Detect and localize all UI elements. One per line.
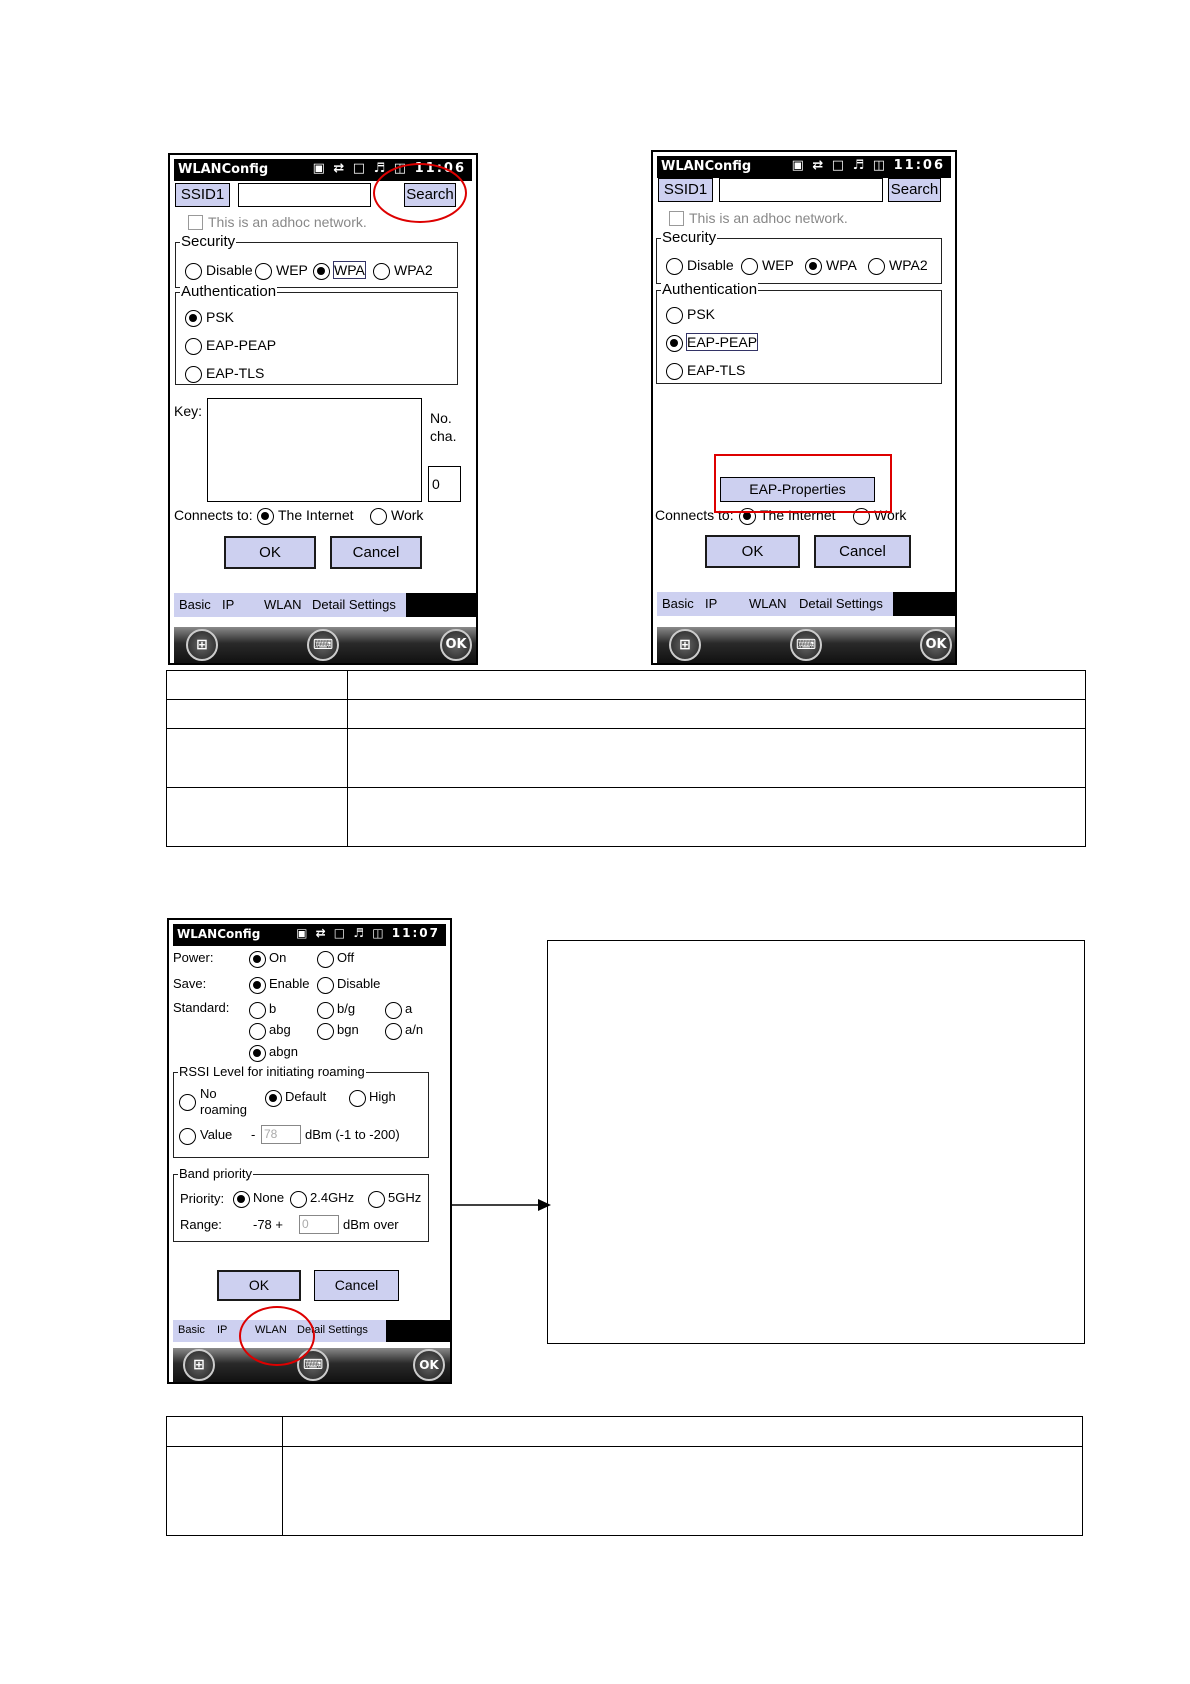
security-wep-label: WEP (762, 257, 794, 273)
authentication-legend: Authentication (662, 281, 758, 298)
rssi-value-label: Value (200, 1127, 233, 1142)
table-cell (167, 729, 348, 788)
search-button[interactable]: Search (404, 183, 456, 207)
keyboard-icon[interactable]: ⌨ (307, 629, 339, 661)
rssi-minus-sign: - (251, 1127, 256, 1142)
connects-work-label: Work (391, 507, 424, 523)
connects-internet-label: The Internet (760, 507, 836, 523)
security-wpa-label: WPA (334, 262, 365, 278)
wlanconfig-screen-basic-psk (168, 153, 478, 665)
tab-wlan[interactable]: WLAN (264, 597, 302, 612)
tab-wlan[interactable]: WLAN (749, 596, 787, 611)
save-disable-label: Disable (337, 976, 381, 991)
adhoc-checkbox[interactable] (669, 211, 684, 226)
priority-24ghz-radio[interactable] (290, 1191, 307, 1208)
power-on-radio[interactable] (249, 951, 266, 968)
standard-an-label: a/n (405, 1022, 424, 1037)
auth-eap-tls-label: EAP-TLS (206, 365, 265, 381)
authentication-legend: Authentication (181, 283, 277, 300)
taskbar-ok-button[interactable]: OK (413, 1349, 445, 1381)
priority-5ghz-label: 5GHz (388, 1190, 422, 1205)
tab-basic[interactable]: Basic (179, 597, 211, 612)
standard-bgn-label: bgn (337, 1022, 359, 1037)
clock: 11:06 (414, 161, 466, 176)
table-cell (167, 671, 348, 700)
status-icons (792, 158, 945, 173)
cancel-button[interactable]: Cancel (330, 536, 422, 569)
status-glyphs-icon: ▣ ⇄ □ ♬ ◫ (296, 926, 386, 940)
callout-box (547, 940, 1085, 1344)
tab-detail-settings[interactable]: Detail Settings (312, 597, 396, 612)
rssi-default-label: Default (285, 1089, 327, 1104)
security-legend: Security (181, 233, 236, 250)
taskbar-ok-button[interactable]: OK (440, 629, 472, 661)
connects-internet-radio[interactable] (257, 508, 274, 525)
clock: 11:07 (391, 926, 440, 940)
range-unit-label: dBm over (343, 1217, 399, 1232)
tab-basic[interactable]: Basic (662, 596, 694, 611)
app-title: WLANConfig (661, 159, 752, 174)
no-cha-value: 0 (428, 466, 461, 502)
auth-eap-tls-radio[interactable] (666, 363, 683, 380)
auth-psk-label: PSK (206, 309, 235, 325)
tab-detail-settings[interactable]: Detail Settings (297, 1324, 368, 1336)
security-disable-radio[interactable] (666, 258, 683, 275)
save-label: Save: (173, 976, 207, 991)
priority-none-radio[interactable] (233, 1191, 250, 1208)
power-on-label: On (269, 950, 287, 965)
connects-to-label: Connects to: (174, 507, 253, 523)
security-wpa2-label: WPA2 (394, 262, 433, 278)
range-prefix: -78 + (253, 1217, 283, 1232)
app-title: WLANConfig (178, 162, 269, 177)
band-priority-legend: Band priority (179, 1166, 252, 1181)
taskbar-ok-button[interactable]: OK (920, 629, 952, 661)
windows-start-icon[interactable]: ⊞ (669, 629, 701, 661)
table-cell (348, 671, 1086, 700)
arrow-icon (452, 1196, 552, 1214)
save-enable-label: Enable (269, 976, 310, 991)
range-value-input[interactable]: 0 (299, 1215, 339, 1234)
status-glyphs-icon: ▣ ⇄ □ ♬ ◫ (791, 158, 888, 173)
table-cell (167, 1417, 283, 1447)
table-cell (167, 700, 348, 729)
eap-properties-highlight-box (714, 454, 892, 513)
rssi-no-roaming-radio[interactable] (179, 1094, 196, 1111)
connects-to-label: Connects to: (655, 507, 734, 523)
connects-work-radio[interactable] (370, 508, 387, 525)
rssi-high-radio[interactable] (349, 1090, 366, 1107)
connects-work-label: Work (874, 507, 907, 523)
security-legend: Security (662, 229, 717, 246)
standard-abg-radio[interactable] (249, 1023, 266, 1040)
standard-a-radio[interactable] (385, 1002, 402, 1019)
table-cell (283, 1417, 1083, 1447)
tab-bar (174, 593, 476, 617)
auth-eap-peap-radio[interactable] (185, 338, 202, 355)
description-table-1 (166, 670, 1086, 847)
standard-an-radio[interactable] (385, 1023, 402, 1040)
auth-psk-radio[interactable] (666, 307, 683, 324)
auth-eap-tls-label: EAP-TLS (687, 362, 746, 378)
rssi-legend: RSSI Level for initiating roaming (179, 1064, 365, 1079)
title-bar (173, 924, 446, 946)
security-wep-radio[interactable] (741, 258, 758, 275)
tab-ip[interactable]: IP (222, 597, 235, 612)
security-wpa-label: WPA (826, 257, 857, 273)
security-wpa2-label: WPA2 (889, 257, 928, 273)
auth-eap-peap-radio[interactable] (666, 335, 683, 352)
taskbar (174, 627, 476, 663)
search-button[interactable]: Search (888, 178, 941, 202)
rssi-default-radio[interactable] (265, 1090, 282, 1107)
auth-eap-tls-radio[interactable] (185, 366, 202, 383)
cancel-button[interactable]: Cancel (314, 1270, 399, 1301)
tab-bar (657, 592, 955, 616)
wlan-tab-highlight-circle (239, 1306, 315, 1366)
security-wpa2-radio[interactable] (868, 258, 885, 275)
rssi-high-label: High (369, 1089, 396, 1104)
table-cell (348, 729, 1086, 788)
power-label: Power: (173, 950, 214, 965)
standard-abgn-radio[interactable] (249, 1045, 266, 1062)
tab-wlan[interactable]: WLAN (255, 1324, 287, 1336)
connects-internet-label: The Internet (278, 507, 354, 523)
priority-label: Priority: (180, 1191, 225, 1206)
security-wep-label: WEP (276, 262, 308, 278)
no-cha-label-line1: No. (430, 410, 452, 426)
security-wep-radio[interactable] (255, 263, 272, 280)
keyboard-icon[interactable]: ⌨ (297, 1349, 329, 1381)
status-icons (296, 926, 440, 940)
windows-start-icon[interactable]: ⊞ (183, 1349, 215, 1381)
eap-properties-button[interactable]: EAP-Properties (720, 477, 875, 502)
rssi-no-roaming-label-line1: No (200, 1086, 217, 1101)
adhoc-checkbox[interactable] (188, 215, 203, 230)
power-off-radio[interactable] (317, 951, 334, 968)
tab-ip[interactable]: IP (705, 596, 718, 611)
priority-5ghz-radio[interactable] (368, 1191, 385, 1208)
auth-eap-peap-label: EAP-PEAP (687, 334, 758, 350)
standard-b-radio[interactable] (249, 1002, 266, 1019)
table-cell (167, 788, 348, 847)
clock: 11:06 (893, 158, 945, 173)
range-label: Range: (180, 1217, 222, 1232)
standard-abgn-label: abgn (269, 1044, 298, 1059)
auth-eap-peap-label: EAP-PEAP (206, 337, 277, 353)
save-enable-radio[interactable] (249, 977, 266, 994)
security-disable-label: Disable (206, 262, 253, 278)
no-cha-label-line2: cha. (430, 428, 457, 444)
ssid-button[interactable]: SSID1 (175, 183, 230, 207)
cancel-button[interactable]: Cancel (814, 535, 911, 568)
tab-ip[interactable]: IP (217, 1324, 228, 1336)
security-wpa-radio[interactable] (313, 263, 330, 280)
rssi-value-input[interactable]: 78 (261, 1125, 301, 1144)
security-wpa2-radio[interactable] (373, 263, 390, 280)
rssi-value-radio[interactable] (179, 1128, 196, 1145)
security-disable-radio[interactable] (185, 263, 202, 280)
adhoc-label: This is an adhoc network. (689, 210, 848, 226)
power-off-label: Off (337, 950, 355, 965)
tab-detail-settings[interactable]: Detail Settings (799, 596, 883, 611)
wlanconfig-screen-wlan (167, 918, 452, 1384)
adhoc-label: This is an adhoc network. (208, 214, 367, 230)
standard-a-label: a (405, 1001, 413, 1016)
taskbar (173, 1348, 450, 1382)
ok-button[interactable]: OK (224, 536, 316, 569)
security-wpa-radio[interactable] (805, 258, 822, 275)
app-title: WLANConfig (177, 927, 261, 941)
ssid-input[interactable] (719, 178, 883, 202)
key-label: Key: (174, 403, 203, 419)
table-cell (348, 700, 1086, 729)
keyboard-icon[interactable]: ⌨ (790, 629, 822, 661)
table-cell (348, 788, 1086, 847)
windows-start-icon[interactable]: ⊞ (186, 629, 218, 661)
table-cell (283, 1447, 1083, 1536)
description-table-2 (166, 1416, 1083, 1536)
save-disable-radio[interactable] (317, 977, 334, 994)
security-disable-label: Disable (687, 257, 734, 273)
tab-basic[interactable]: Basic (178, 1324, 205, 1336)
table-cell (167, 1447, 283, 1536)
title-bar (657, 156, 951, 178)
auth-psk-label: PSK (687, 306, 716, 322)
wlanconfig-screen-basic-eap-peap (651, 150, 957, 665)
priority-none-label: None (253, 1190, 285, 1205)
priority-24ghz-label: 2.4GHz (310, 1190, 355, 1205)
ssid-button[interactable]: SSID1 (658, 178, 713, 202)
standard-abg-label: abg (269, 1022, 291, 1037)
standard-label: Standard: (173, 1000, 230, 1015)
standard-b-label: b (269, 1001, 277, 1016)
search-highlight-circle (373, 163, 467, 223)
auth-psk-radio[interactable] (185, 310, 202, 327)
standard-bg-radio[interactable] (317, 1002, 334, 1019)
ok-button[interactable]: OK (217, 1270, 301, 1301)
key-input[interactable] (207, 398, 422, 502)
standard-bg-label: b/g (337, 1001, 356, 1016)
status-glyphs-icon: ▣ ⇄ □ ♬ ◫ (312, 161, 409, 176)
rssi-no-roaming-label-line2: roaming (200, 1102, 247, 1117)
rssi-unit-label: dBm (-1 to -200) (305, 1127, 400, 1142)
taskbar (657, 627, 955, 663)
standard-bgn-radio[interactable] (317, 1023, 334, 1040)
ok-button[interactable]: OK (705, 535, 800, 568)
ssid-input[interactable] (238, 183, 371, 207)
